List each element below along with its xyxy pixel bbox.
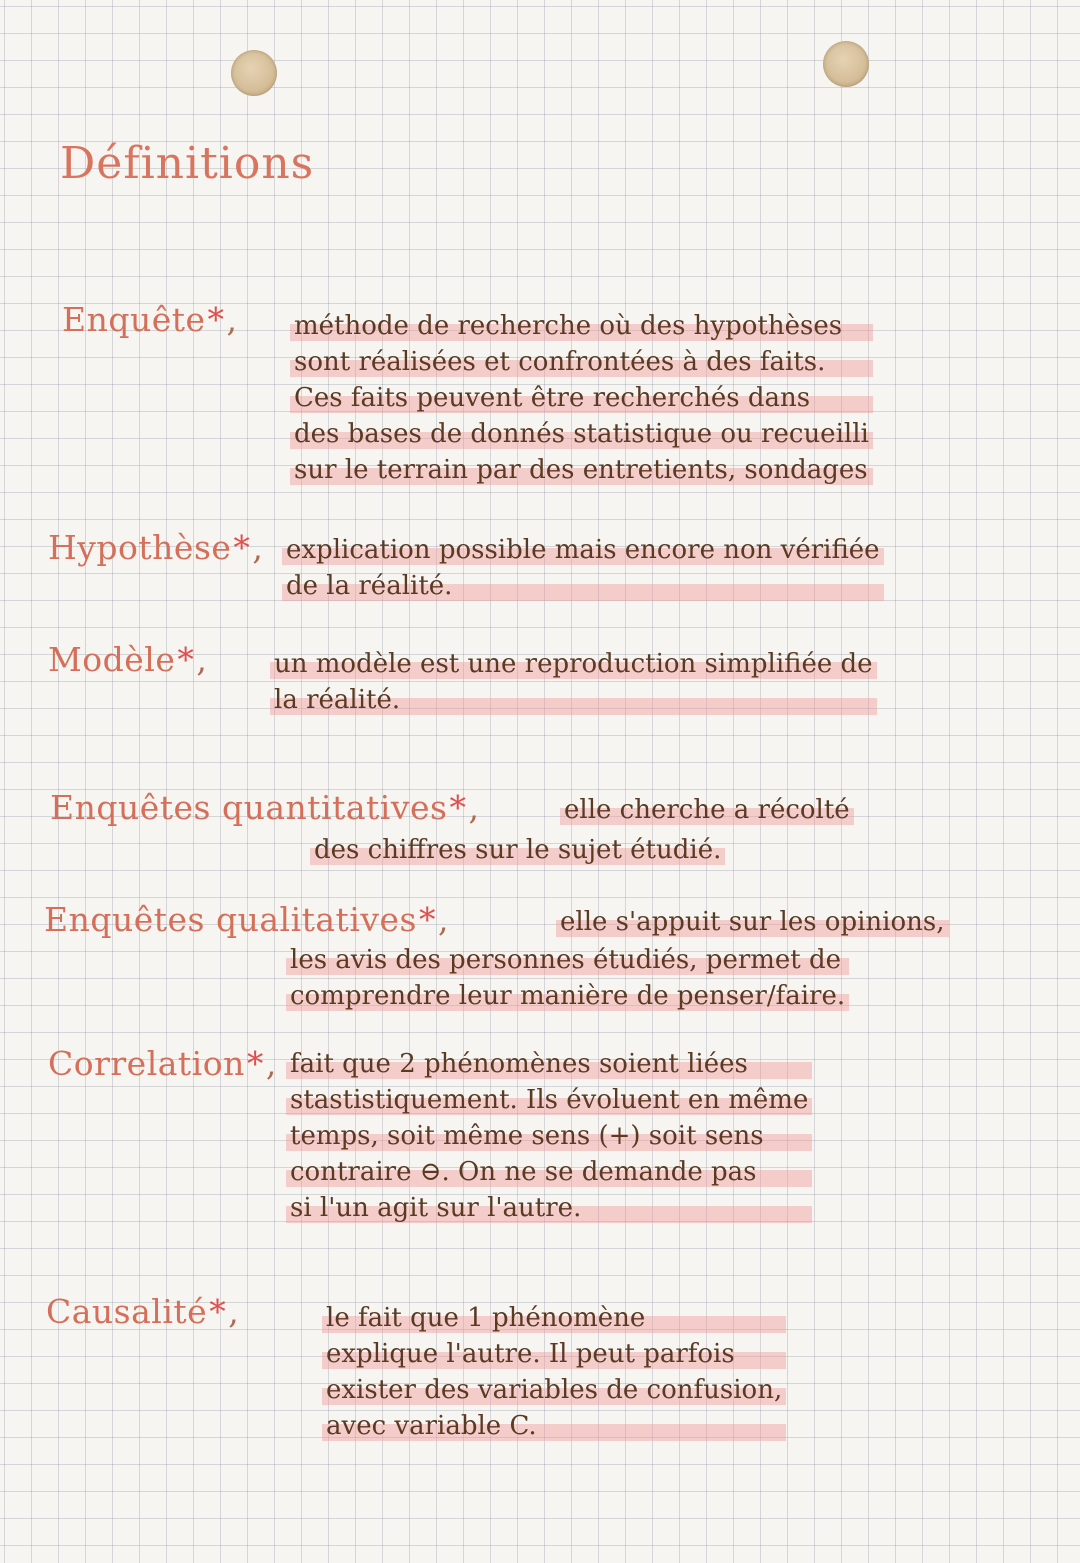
separator: , xyxy=(265,1044,277,1083)
term-causalite xyxy=(46,1292,239,1331)
term-modele xyxy=(48,640,207,679)
asterisk-icon: * xyxy=(207,300,225,339)
binder-hole-left xyxy=(231,50,277,96)
definition-line: fait que 2 phénomènes soient liées xyxy=(286,1046,812,1082)
definition-line: temps, soit même sens (+) soit sens xyxy=(286,1118,812,1154)
definition-hypothese xyxy=(282,532,884,604)
term-label: Enquêtes quantitatives xyxy=(50,788,448,827)
term-correlation xyxy=(48,1044,277,1083)
definition-correlation xyxy=(286,1046,812,1226)
definition-line: de la réalité. xyxy=(282,568,884,604)
asterisk-icon: * xyxy=(449,788,467,827)
definition-line: contraire ⊖. On ne se demande pas xyxy=(286,1154,812,1190)
separator: , xyxy=(226,300,238,339)
definition-line: comprendre leur manière de penser/faire. xyxy=(286,978,849,1014)
definition-line: elle s'appuit sur les opinions, xyxy=(556,904,949,940)
definition-enquetes-quantitatives-first xyxy=(560,792,854,828)
term-label: Modèle xyxy=(48,640,176,679)
term-hypothese xyxy=(48,528,263,567)
definition-line: la réalité. xyxy=(270,682,877,718)
term-label: Causalité xyxy=(46,1292,208,1331)
separator: , xyxy=(196,640,208,679)
definition-line: un modèle est une reproduction simplifiée de xyxy=(270,646,877,682)
term-label: Correlation xyxy=(48,1044,245,1083)
binder-hole-right xyxy=(823,41,869,87)
asterisk-icon: * xyxy=(177,640,195,679)
separator: , xyxy=(228,1292,240,1331)
separator: , xyxy=(468,788,480,827)
definition-line: elle cherche a récolté xyxy=(560,792,854,828)
definition-enquete xyxy=(290,308,873,488)
definition-line: des chiffres sur le sujet étudié. xyxy=(310,832,725,868)
definition-line: sur le terrain par des entretients, sondages xyxy=(290,452,873,488)
asterisk-icon: * xyxy=(233,528,251,567)
definition-enquetes-qualitatives-first xyxy=(556,904,949,940)
asterisk-icon: * xyxy=(209,1292,227,1331)
term-enquete xyxy=(62,300,238,339)
definition-line: le fait que 1 phénomène xyxy=(322,1300,786,1336)
definition-line: Ces faits peuvent être recherchés dans xyxy=(290,380,873,416)
term-enquetes-qualitatives xyxy=(44,900,449,939)
term-label: Hypothèse xyxy=(48,528,232,567)
term-label: Enquêtes qualitatives xyxy=(44,900,417,939)
definition-line: stastistiquement. Ils évoluent en même xyxy=(286,1082,812,1118)
definition-line: si l'un agit sur l'autre. xyxy=(286,1190,812,1226)
page-title: Définitions xyxy=(60,138,315,189)
definition-line: des bases de donnés statistique ou recueilli xyxy=(290,416,873,452)
definition-line: sont réalisées et confrontées à des faits. xyxy=(290,344,873,380)
term-enquetes-quantitatives xyxy=(50,788,479,827)
definition-line: avec variable C. xyxy=(322,1408,786,1444)
definition-modele xyxy=(270,646,877,718)
definition-line: méthode de recherche où des hypothèses xyxy=(290,308,873,344)
definition-line: exister des variables de confusion, xyxy=(322,1372,786,1408)
definition-line: explication possible mais encore non vérifiée xyxy=(282,532,884,568)
separator: , xyxy=(437,900,449,939)
asterisk-icon: * xyxy=(246,1044,264,1083)
definition-enquetes-qualitatives xyxy=(286,942,849,1014)
definition-causalite xyxy=(322,1300,786,1444)
definition-line: explique l'autre. Il peut parfois xyxy=(322,1336,786,1372)
definition-line: les avis des personnes étudiés, permet de xyxy=(286,942,849,978)
definition-enquetes-quantitatives xyxy=(310,832,725,868)
separator: , xyxy=(252,528,264,567)
asterisk-icon: * xyxy=(418,900,436,939)
term-label: Enquête xyxy=(62,300,206,339)
